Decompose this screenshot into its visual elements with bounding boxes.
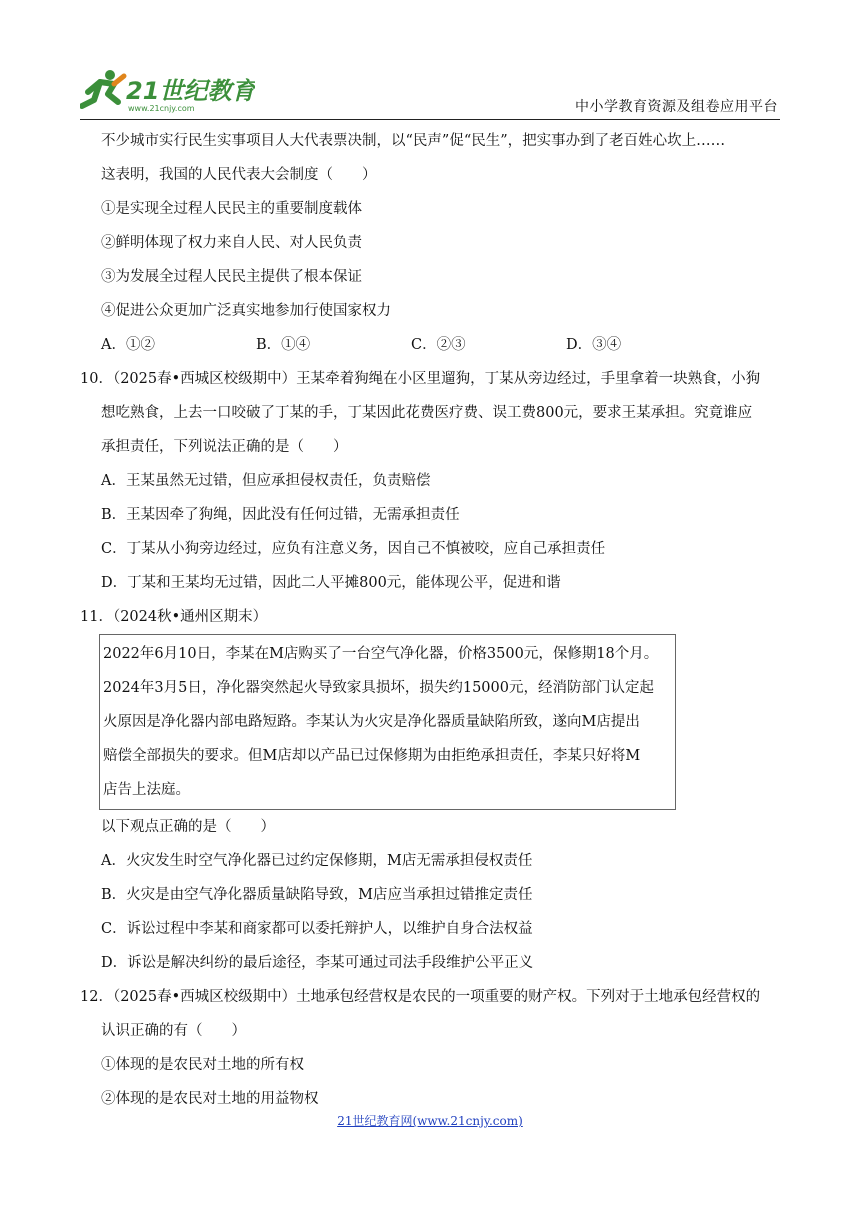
runner-icon (82, 70, 124, 106)
q11-question: 以下观点正确的是（ ） (101, 819, 275, 835)
q10-stem-line-3: 承担责任，下列说法正确的是（ ） (101, 439, 348, 455)
q12-statement-1: ①体现的是农民对土地的所有权 (101, 1057, 304, 1073)
footer-link[interactable]: 21世纪教育网(www.21cnjy.com) (337, 1114, 523, 1128)
q11-material-line-5: 店告上法庭。 (103, 782, 190, 798)
q11-material-line-3: 火原因是净化器内部电路短路。李某认为火灾是净化器质量缺陷所致，遂向M店提出 (103, 714, 640, 730)
page-header (80, 66, 780, 120)
q9-statement-2: ②鲜明体现了权力来自人民、对人民负责 (101, 235, 362, 251)
q11-material-line-2: 2024年3月5日，净化器突然起火导致家具损坏，损失约15000元，经消防部门认定起 (103, 680, 654, 696)
header-divider (80, 119, 780, 120)
q9-option-c: C．②③ (411, 337, 466, 353)
page-footer (0, 1112, 860, 1129)
q9-statement-3: ③为发展全过程人民民主提供了根本保证 (101, 269, 362, 285)
q9-statement-1: ①是实现全过程人民民主的重要制度载体 (101, 201, 362, 217)
q11-stem: 11．（2024秋•通州区期末） (80, 609, 268, 625)
q11-option-a: A．火灾发生时空气净化器已过约定保修期，M店无需承担侵权责任 (101, 853, 533, 869)
q9-option-a: A．①② (101, 337, 155, 353)
q12-stem-line-2: 认识正确的有（ ） (101, 1023, 246, 1039)
q12-stem-line-1: 12．（2025春•西城区校级期中）土地承包经营权是农民的一项重要的财产权。下列对于土地承包经营权的 (80, 989, 761, 1005)
q9-stem-line-2: 这表明，我国的人民代表大会制度（ ） (101, 167, 377, 183)
q10-option-d: D．丁某和王某均无过错，因此二人平摊800元，能体现公平，促进和谐 (101, 575, 561, 591)
q11-material-line-1: 2022年6月10日，李某在M店购买了一台空气净化器，价格3500元，保修期18个月。 (103, 646, 659, 662)
q11-option-c: C．诉讼过程中李某和商家都可以委托辩护人，以维护自身合法权益 (101, 921, 533, 937)
q9-option-b: B．①④ (256, 337, 311, 353)
q9-option-d: D．③④ (566, 337, 622, 353)
q11-material-box (99, 634, 676, 810)
logo-text: 21世纪教育 (126, 77, 255, 105)
q10-option-c: C．丁某从小狗旁边经过，应负有注意义务，因自己不慎被咬，应自己承担责任 (101, 541, 606, 557)
q9-statement-4: ④促进公众更加广泛真实地参加行使国家权力 (101, 303, 391, 319)
q10-option-a: A．王某虽然无过错，但应承担侵权责任，负责赔偿 (101, 473, 431, 489)
q11-option-d: D．诉讼是解决纠纷的最后途径，李某可通过司法手段维护公平正义 (101, 955, 534, 971)
platform-name: 中小学教育资源及组卷应用平台 (575, 99, 778, 115)
q11-material-line-4: 赔偿全部损失的要求。但M店却以产品已过保修期为由拒绝承担责任，李某只好将M (103, 748, 641, 764)
logo-url: www.21cnjy.com (128, 104, 195, 113)
q10-stem-line-1: 10．（2025春•西城区校级期中）王某牵着狗绳在小区里遛狗，丁某从旁边经过，手里拿着一块熟食，小狗 (80, 371, 761, 387)
logo (80, 66, 255, 114)
q11-option-b: B．火灾是由空气净化器质量缺陷导致，M店应当承担过错推定责任 (101, 887, 533, 903)
q12-statement-2: ②体现的是农民对土地的用益物权 (101, 1091, 319, 1107)
question-content (80, 124, 780, 1116)
q10-stem-line-2: 想吃熟食，上去一口咬破了丁某的手，丁某因此花费医疗费、误工费800元，要求王某承担。究竟谁应 (101, 405, 753, 421)
q9-options (80, 328, 780, 362)
q9-stem-line-1: 不少城市实行民生实事项目人大代表票决制，以“民声”促“民生”，把实事办到了老百姓心坎上…… (101, 133, 726, 149)
q10-option-b: B．王某因牵了狗绳，因此没有任何过错，无需承担责任 (101, 507, 460, 523)
